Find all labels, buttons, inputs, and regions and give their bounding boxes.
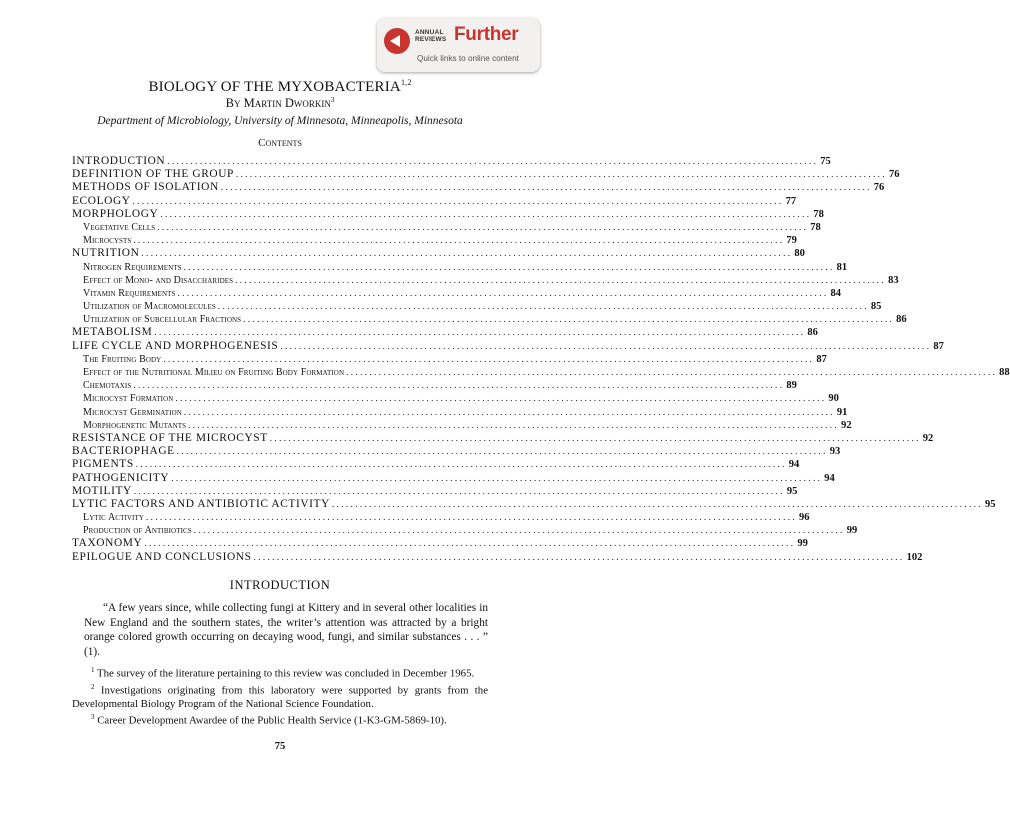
toc-entry-label: RESISTANCE OF THE MICROCYST: [72, 431, 268, 444]
toc-entry-label: Utilization of Subcellular Fractions: [83, 314, 242, 326]
toc-leader-dots: ............................................................................................................................................: [235, 169, 887, 180]
toc-entry-page: 94: [788, 459, 800, 471]
toc-entry: [72, 431, 934, 445]
toc-entry-page: 92: [841, 419, 852, 431]
toc-entry-label: Production of Antibiotics: [83, 525, 192, 537]
toc-entry: [72, 445, 841, 458]
contents-heading: Contents: [258, 137, 302, 149]
toc-entry-page: 99: [846, 525, 858, 537]
toc-entry-label: PIGMENTS: [72, 458, 134, 471]
table-of-contents: [72, 155, 1010, 564]
annual-reviews-further-badge[interactable]: [377, 18, 540, 72]
toc-leader-dots: ............................................................................................................................................: [154, 327, 806, 338]
play-icon: [384, 28, 410, 54]
toc-leader-dots: ............................................................................................................................................: [188, 419, 840, 430]
toc-leader-dots: ............................................................................................................................................: [280, 340, 932, 351]
toc-entry: [72, 313, 907, 326]
toc-leader-dots: ............................................................................................................................................: [167, 156, 819, 166]
toc-entry-page: 76: [873, 182, 885, 194]
toc-leader-dots: ............................................................................................................................................: [135, 459, 787, 470]
toc-entry-label: MOTILITY: [72, 484, 132, 497]
footnote-mark: 1: [91, 666, 95, 674]
toc-entry-label: LIFE CYCLE AND MORPHOGENESIS: [72, 339, 279, 352]
toc-entry-page: 94: [824, 472, 835, 484]
toc-entry-label: Utilization of Macromolecules: [83, 301, 216, 313]
toc-entry-label: DEFINITION OF THE GROUP: [72, 168, 234, 181]
toc-entry-page: 76: [888, 169, 900, 181]
toc-entry-label: LYTIC FACTORS AND ANTIBIOTIC ACTIVITY: [72, 497, 330, 510]
toc-leader-dots: ............................................................................................................................................: [141, 248, 793, 259]
footnote-text: Investigations originating from this laboratory were supported by grants from the Developmental Biology Program of the National Science Foundation.: [72, 684, 488, 710]
toc-entry-label: BACTERIOPHAGE: [72, 445, 175, 458]
toc-entry-page: 75: [820, 156, 831, 167]
toc-entry-label: Microcysts: [83, 235, 132, 247]
toc-entry-page: 79: [786, 235, 797, 247]
toc-entry-page: 91: [836, 406, 848, 418]
toc-leader-dots: ............................................................................................................................................: [171, 472, 823, 483]
toc-entry-page: 84: [830, 287, 841, 299]
toc-entry: [72, 406, 848, 419]
toc-entry-label: METHODS OF ISOLATION: [72, 181, 219, 194]
toc-leader-dots: ............................................................................................................................................: [183, 406, 835, 417]
toc-leader-dots: ............................................................................................................................................: [133, 235, 785, 246]
toc-entry-page: 102: [906, 551, 923, 563]
toc-entry: [72, 458, 800, 471]
toc-entry-page: 99: [797, 538, 808, 550]
footnote-text: Career Development Awardee of the Public Health Service (1-K3-GM-5869-10).: [97, 715, 447, 727]
author-line: By Martin Dworkin$^3$: [225, 96, 335, 111]
toc-entry-label: EPILOGUE AND CONCLUSIONS: [72, 550, 252, 563]
toc-leader-dots: ............................................................................................................................................: [220, 182, 872, 193]
toc-entry: [72, 207, 824, 221]
toc-entry-page: 87: [933, 340, 944, 352]
toc-entry: [72, 419, 852, 432]
toc-entry-page: 88: [999, 367, 1010, 378]
toc-entry-page: 87: [816, 353, 827, 365]
toc-leader-dots: ............................................................................................................................................: [183, 261, 835, 272]
footnote-mark: 2: [91, 683, 95, 691]
badge-brand: ANNUAL REVIEWS: [415, 29, 447, 43]
toc-entry-label: ECOLOGY: [72, 194, 131, 207]
toc-entry: [72, 221, 821, 234]
toc-entry: [72, 524, 858, 537]
toc-entry-label: Vegetative Cells: [83, 221, 156, 233]
toc-entry-label: TAXONOMY: [72, 537, 143, 550]
toc-entry-label: Vitamin Requirements: [83, 287, 176, 299]
toc-entry-label: Lytic Activity: [83, 512, 145, 524]
toc-entry: [72, 300, 882, 313]
badge-further-text: Further: [454, 24, 519, 45]
toc-leader-dots: ............................................................................................................................................: [331, 498, 983, 509]
toc-leader-dots: ............................................................................................................................................: [144, 538, 796, 549]
toc-entry-page: 86: [807, 327, 818, 339]
toc-entry: [72, 484, 798, 498]
toc-entry-label: METABOLISM: [72, 326, 153, 339]
toc-entry: [72, 155, 831, 168]
toc-entry-page: 86: [896, 314, 907, 326]
toc-entry-label: INTRODUCTION: [72, 155, 166, 167]
toc-entry-label: Effect of the Nutritional Milieu on Fruiting Body Formation: [83, 367, 345, 378]
toc-entry-label: Microcyst Formation: [83, 393, 174, 405]
toc-entry-page: 93: [829, 446, 841, 458]
page-number: 75: [274, 741, 286, 752]
toc-leader-dots: ............................................................................................................................................: [163, 353, 815, 364]
toc-leader-dots: ............................................................................................................................................: [176, 446, 828, 457]
footnote: [72, 681, 488, 711]
toc-entry: [72, 353, 827, 366]
toc-leader-dots: ............................................................................................................................................: [269, 432, 921, 443]
toc-leader-dots: ............................................................................................................................................: [253, 551, 905, 562]
footnote-text: The survey of the literature pertaining to this review was concluded in December 1965.: [97, 667, 475, 680]
toc-entry: [72, 274, 899, 287]
toc-entry: [72, 168, 900, 181]
affiliation: Department of Microbiology, University of Minnesota, Minneapolis, Minnesota: [97, 115, 463, 127]
toc-entry-page: 80: [794, 248, 805, 260]
toc-entry: [72, 392, 839, 405]
toc-leader-dots: ............................................................................................................................................: [243, 314, 895, 325]
toc-entry: [72, 234, 797, 247]
toc-leader-dots: ............................................................................................................................................: [133, 485, 785, 496]
toc-entry-page: 95: [786, 485, 798, 497]
article-title: BIOLOGY OF THE MYXOBACTERIA$^{1,2}$: [148, 78, 412, 95]
footnote: [72, 664, 488, 681]
toc-leader-dots: ............................................................................................................................................: [193, 525, 845, 536]
toc-entry: [72, 379, 797, 392]
toc-leader-dots: ............................................................................................................................................: [235, 274, 887, 285]
toc-entry: [72, 537, 808, 550]
toc-entry-label: Microcyst Germination: [83, 406, 182, 418]
toc-entry: [72, 471, 835, 485]
toc-entry-page: 85: [870, 301, 882, 313]
toc-leader-dots: ............................................................................................................................................: [132, 195, 784, 206]
toc-entry-label: PATHOGENICITY: [72, 471, 170, 484]
toc-leader-dots: ............................................................................................................................................: [157, 221, 809, 232]
footnote-mark: 3: [91, 713, 95, 722]
toc-entry-page: 89: [786, 380, 797, 392]
toc-leader-dots: ............................................................................................................................................: [175, 393, 827, 404]
toc-leader-dots: ............................................................................................................................................: [160, 208, 812, 219]
toc-entry-label: Chemotaxis: [83, 380, 132, 392]
toc-entry-label: Effect of Mono- and Disaccharides: [83, 274, 234, 286]
toc-entry: [72, 339, 944, 353]
toc-entry: [72, 194, 797, 208]
toc-entry-label: The Fruiting Body: [83, 353, 162, 365]
toc-entry-page: 78: [810, 221, 821, 233]
toc-leader-dots: ............................................................................................................................................: [346, 367, 998, 377]
footnote: [72, 711, 488, 728]
toc-entry-page: 92: [922, 432, 934, 444]
toc-entry: [72, 550, 923, 564]
toc-entry-label: Nitrogen Requirements: [83, 261, 182, 273]
toc-entry: [72, 497, 996, 511]
toc-entry: [72, 511, 810, 524]
toc-entry: [72, 247, 805, 260]
footnotes: [72, 664, 488, 728]
introduction-quote: “A few years since, while collecting fungi at Kittery and in several other localities in New England and the southern states, the writer’s attention was attracted by a bright orange colored growth occurring on decaying wood, fungi, and similar substances . . . ” (1).: [84, 602, 488, 658]
toc-entry-page: 81: [836, 261, 848, 273]
toc-entry: [72, 181, 885, 194]
toc-leader-dots: ............................................................................................................................................: [177, 287, 829, 298]
toc-entry: [72, 366, 1010, 379]
toc-entry-page: 83: [888, 274, 899, 286]
toc-entry-page: 90: [828, 393, 839, 405]
badge-subtitle: Quick links to online content: [417, 54, 519, 63]
toc-entry-label: Morphogenetic Mutants: [83, 419, 187, 431]
introduction-heading: INTRODUCTION: [229, 578, 331, 592]
toc-entry-page: 78: [813, 208, 824, 220]
toc-entry-page: 95: [984, 498, 996, 510]
toc-entry-label: NUTRITION: [72, 247, 140, 260]
toc-entry-page: 77: [785, 195, 797, 207]
toc-leader-dots: ............................................................................................................................................: [133, 380, 785, 391]
toc-entry-label: MORPHOLOGY: [72, 207, 159, 220]
toc-entry: [72, 287, 841, 300]
toc-leader-dots: ............................................................................................................................................: [146, 512, 798, 523]
toc-leader-dots: ............................................................................................................................................: [217, 301, 869, 312]
toc-entry: [72, 326, 818, 339]
toc-entry: [72, 261, 848, 274]
toc-entry-page: 96: [799, 512, 810, 524]
